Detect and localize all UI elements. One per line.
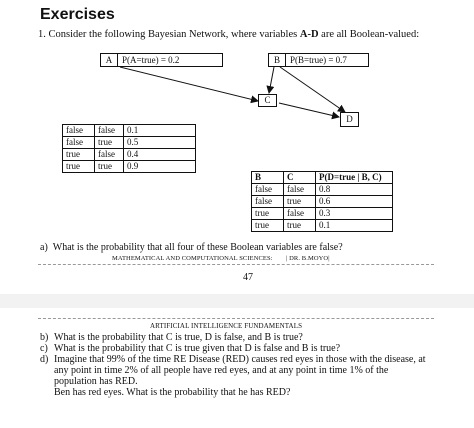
node-b: B	[268, 53, 286, 67]
question-text-post: are all Boolean-valued:	[321, 29, 420, 40]
node-d: D	[340, 112, 359, 127]
question-number: 1.	[38, 29, 46, 40]
questions-list	[40, 332, 438, 398]
question-d-line-1: Imagine that 99% of the time RE Disease (RED) causes red eyes in those with the disease, at	[54, 354, 426, 365]
list-item	[40, 343, 438, 354]
edge-c-d	[279, 103, 339, 117]
question-c-text: What is the probability that C is true given that D is false and B is true?	[54, 343, 341, 354]
prob-b: P(B=true) = 0.7	[285, 53, 369, 67]
table-row: true false 0.3	[252, 208, 393, 220]
node-c: C	[258, 94, 277, 107]
edge-b-c	[269, 67, 274, 93]
question-vars: A-D	[299, 29, 319, 40]
cpt-d-table	[251, 171, 393, 232]
question-c-label: c)	[40, 343, 48, 354]
page-number: 47	[243, 272, 253, 283]
list-item	[40, 354, 438, 398]
node-a: A	[100, 53, 118, 67]
table-row: false false 0.1	[63, 125, 196, 137]
table-row: true true 0.1	[252, 220, 393, 232]
table-row: false false 0.8	[252, 184, 393, 196]
footer-divider	[38, 264, 434, 265]
table-row: false true 0.5	[63, 137, 196, 149]
edge-a-c	[120, 67, 258, 101]
table-row: true true 0.9	[63, 161, 196, 173]
table-header-row: B C P(D=true | B, C)	[252, 172, 393, 184]
question-text-pre: Consider the following Bayesian Network, where variables	[48, 29, 298, 40]
footer-right: | DR. B.MOYO|	[286, 255, 330, 262]
next-page-header: ARTIFICIAL INTELLIGENCE FUNDAMENTALS	[150, 322, 303, 330]
question-d-label: d)	[40, 354, 49, 365]
question-d-line-3: population has RED.	[54, 376, 138, 387]
footer-left: MATHEMATICAL AND COMPUTATIONAL SCIENCES:	[112, 255, 273, 262]
question-d-line-2: any point in time 2% of all people have red eyes, and at any point in time 1% of the	[54, 365, 389, 376]
question-d-line-4: Ben has red eyes. What is the probability that he has RED?	[54, 387, 291, 398]
question-a-text: What is the probability that all four of these Boolean variables are false?	[52, 242, 343, 253]
table-row: false true 0.6	[252, 196, 393, 208]
page-break	[0, 294, 474, 308]
table-row: true false 0.4	[63, 149, 196, 161]
question-a-label: a)	[40, 242, 48, 253]
list-item	[40, 332, 438, 343]
header-divider	[38, 318, 434, 319]
prob-a: P(A=true) = 0.2	[117, 53, 223, 67]
question-b-label: b)	[40, 332, 49, 343]
question-a	[40, 242, 343, 253]
cpt-c-table	[62, 124, 196, 173]
question-b-text: What is the probability that C is true, D is false, and B is true?	[54, 332, 303, 343]
page-title: Exercises	[40, 6, 115, 23]
